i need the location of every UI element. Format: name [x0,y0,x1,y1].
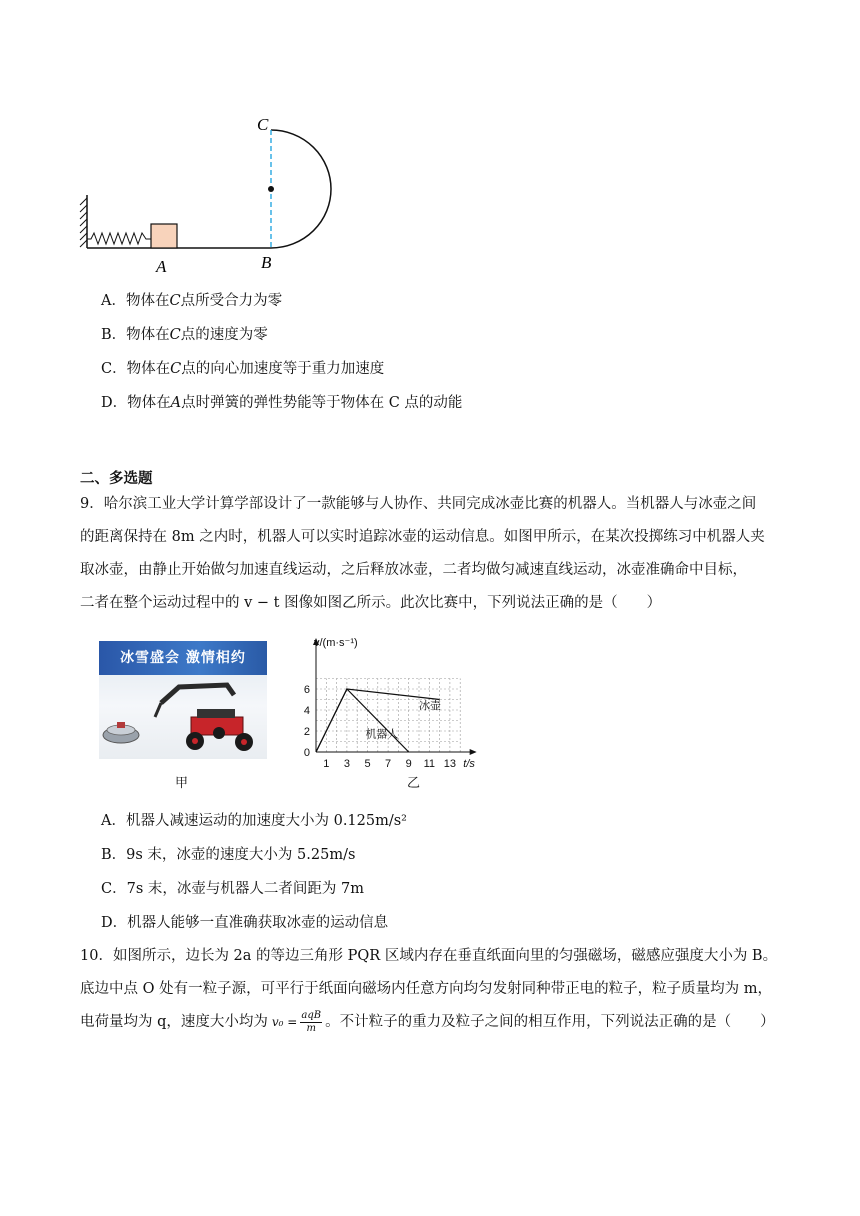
robot-photo [99,641,267,759]
q8-option-c[interactable]: C．物体在C点的向心加速度等于重力加速度 [101,361,385,377]
photo-banner: 冰雪盛会 激情相约 [99,641,267,675]
x-tick-label: 9 [405,758,412,770]
q8-option-d[interactable]: D．物体在A点时弹簧的弹性势能等于物体在 C 点的动能 [101,395,463,411]
y-tick-label: 2 [303,726,310,738]
q9-option-c[interactable]: C．7s 末，冰壶与机器人二者间距为 7m [101,881,364,897]
x-axis-arrow [470,749,477,755]
series-label-robot: 机器人 [365,728,399,741]
y-tick-label: 4 [303,705,310,717]
q9-line-1: 9．哈尔滨工业大学计算学部设计了一款能够与人协作、共同完成冰壶比赛的机器人。当机器人与冰壶之间 [80,496,757,512]
q10-line-1: 10．如图所示，边长为 2a 的等边三角形 PQR 区域内存在垂直纸面向里的匀强磁场，磁感应强度大小为 B。 [80,948,778,964]
q9-stem [80,488,782,620]
q9-option-a[interactable]: A．机器人减速运动的加速度大小为 0.125m/s² [101,813,407,829]
series-label-curling-stone: 冰壶 [419,699,441,712]
x-tick-label: 5 [364,758,371,770]
y-tick-label: 0 [303,747,310,759]
spring [87,233,151,244]
q9-line-4: 二者在整个运动过程中的 v − t 图像如图乙所示。此次比赛中，下列说法正确的是（ ） [80,595,662,611]
q10-line-2: 底边中点 O 处有一粒子源，可平行于纸面向磁场内任意方向均匀发射同种带正电的粒子，粒子质量均为 m， [80,981,772,997]
q8-option-b[interactable]: B．物体在C点的速度为零 [101,327,268,343]
q9-line-2: 的距离保持在 8m 之内时，机器人可以实时追踪冰壶的运动信息。如图甲所示，在某次投掷练习中机器人夹 [80,529,765,545]
label-B: B [261,253,272,272]
v0-fraction: aqB m [301,1010,322,1034]
x-tick-label: 7 [385,758,392,770]
section-heading: 二、多选题 [80,471,153,487]
q8-option-a[interactable]: A．物体在C点所受合力为零 [101,293,283,309]
y-axis-label: v/(m·s⁻¹) [314,637,358,649]
label-A: A [156,257,167,276]
spring-track-figure [75,110,345,280]
y-tick-label: 6 [303,684,310,696]
q9-line-3: 取冰壶，由静止开始做匀加速直线运动，之后释放冰壶，二者均做匀减速直线运动，冰壶准确命中目标， [80,562,747,578]
vt-chart [298,634,530,770]
caption-jia: 甲 [175,776,189,791]
x-tick-label: 11 [423,758,436,770]
v0-formula-lhs: v₀ = [271,1015,298,1029]
x-axis-label: t/s [463,758,475,770]
x-tick-label: 13 [443,758,457,770]
label-C: C [257,115,269,134]
caption-yi: 乙 [407,776,421,791]
q10-line-3: 电荷量均为 q，速度大小均为 v₀ = aqB m 。不计粒子的重力及粒子之间的相互作用，下列说法正确的是（ ） [80,1006,782,1039]
q9-option-d[interactable]: D．机器人能够一直准确获取冰壶的运动信息 [101,915,389,931]
x-tick-label: 1 [323,758,330,770]
q10-stem [80,940,782,1039]
q9-option-b[interactable]: B．9s 末，冰壶的速度大小为 5.25m/s [101,847,356,863]
x-tick-label: 3 [343,758,350,770]
block [151,224,177,248]
